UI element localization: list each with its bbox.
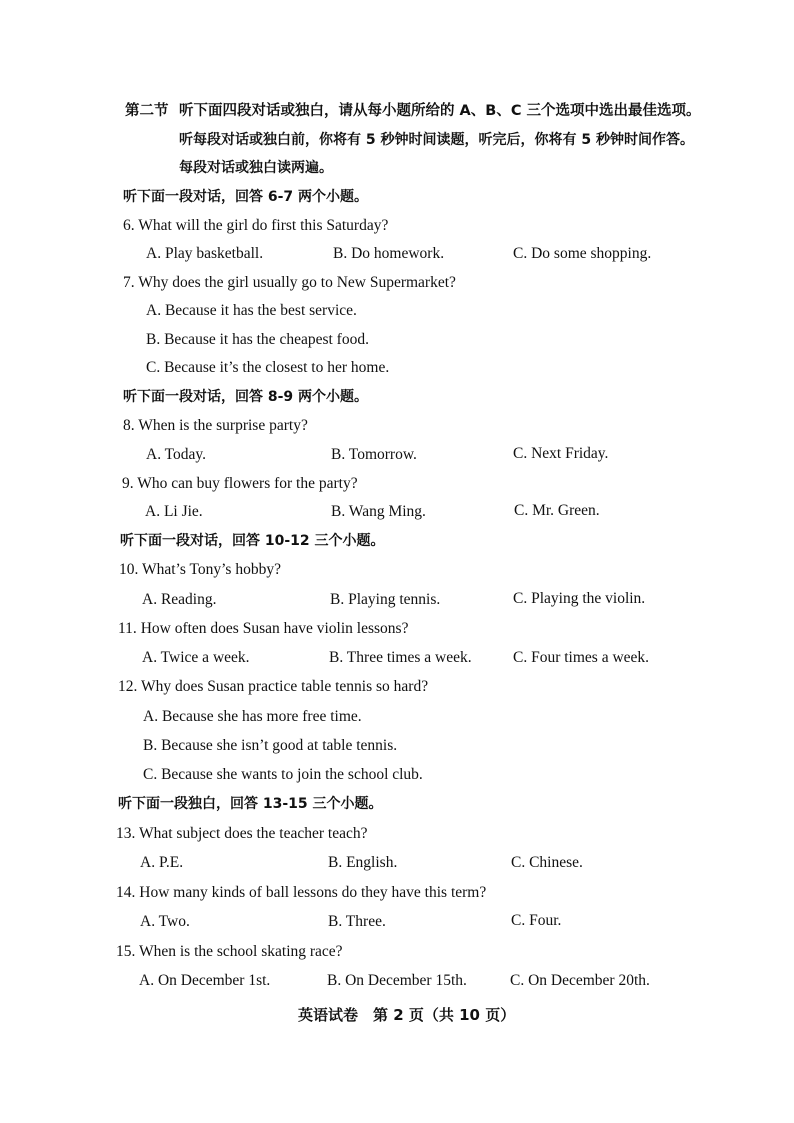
option-c: C. Next Friday. (513, 445, 609, 462)
question-text: How many kinds of ball lessons do they have this term? (139, 884, 487, 901)
group-heading: 听下面一段对话，回答 6-7 两个小题。 (123, 189, 369, 205)
option-b: B. Three. (328, 913, 386, 930)
option-c: C. On December 20th. (510, 972, 650, 989)
option-a: A. Two. (140, 913, 190, 930)
option-c: C. Do some shopping. (513, 245, 652, 262)
question-number: 9. (122, 475, 134, 492)
question-15 (116, 943, 343, 961)
question-number: 10. (119, 561, 139, 578)
question-text: Who can buy flowers for the party? (137, 475, 358, 492)
option-a: A. On December 1st. (139, 972, 271, 989)
question-13 (116, 825, 368, 843)
option-c: C. Because she wants to join the school club. (143, 766, 423, 783)
page-footer: 英语试卷 第 2 页（共 10 页） (298, 1006, 516, 1024)
option-b: B. Tomorrow. (331, 446, 417, 463)
question-text: What’s Tony’s hobby? (141, 561, 281, 578)
section-instruction-1: 听下面四段对话或独白，请从每小题所给的 A、B、C 三个选项中选出最佳选项。 (179, 103, 701, 119)
option-a: A. Because it has the best service. (146, 302, 357, 319)
question-text: What will the girl do first this Saturday? (138, 217, 389, 234)
option-c: C. Chinese. (511, 854, 583, 871)
question-number: 14. (116, 884, 136, 901)
option-c: C. Four. (511, 912, 562, 929)
question-10 (119, 561, 281, 579)
option-a: A. Today. (146, 446, 207, 463)
section-instruction-3: 每段对话或独白读两遍。 (179, 160, 333, 176)
question-9 (122, 475, 358, 493)
option-c: C. Playing the violin. (513, 590, 646, 607)
option-c: C. Because it’s the closest to her home. (146, 359, 390, 376)
option-b: B. English. (328, 854, 398, 871)
option-b: B. Do homework. (333, 245, 445, 262)
option-a: A. Li Jie. (145, 503, 203, 520)
group-heading: 听下面一段对话，回答 8-9 两个小题。 (123, 389, 369, 405)
option-a: A. P.E. (140, 854, 184, 871)
group-heading: 听下面一段对话，回答 10-12 三个小题。 (120, 533, 385, 549)
question-11 (118, 620, 408, 638)
question-number: 12. (118, 678, 138, 695)
option-b: B. Playing tennis. (330, 591, 441, 608)
question-text: When is the surprise party? (138, 417, 308, 434)
question-number: 7. (123, 274, 135, 291)
question-number: 6. (123, 217, 135, 234)
question-text: Why does Susan practice table tennis so hard? (140, 678, 429, 695)
question-text: When is the school skating race? (138, 943, 343, 960)
option-c: C. Four times a week. (513, 649, 650, 666)
question-number: 11. (118, 620, 137, 637)
question-number: 13. (116, 825, 136, 842)
option-b: B. Because she isn’t good at table tennis. (143, 737, 398, 754)
option-b: B. Wang Ming. (331, 503, 426, 520)
option-b: B. On December 15th. (327, 972, 467, 989)
section-instruction-2: 听每段对话或独白前，你将有 5 秒钟时间读题，听完后，你将有 5 秒钟时间作答。 (179, 132, 694, 148)
option-c: C. Mr. Green. (514, 502, 600, 519)
question-6 (123, 217, 388, 235)
question-12 (118, 678, 428, 696)
option-a: A. Because she has more free time. (143, 708, 362, 725)
option-a: A. Play basketball. (146, 245, 264, 262)
option-b: B. Three times a week. (329, 649, 472, 666)
question-text: How often does Susan have violin lessons? (140, 620, 409, 637)
option-b: B. Because it has the cheapest food. (146, 331, 369, 348)
question-number: 15. (116, 943, 136, 960)
question-14 (116, 884, 486, 902)
question-7 (123, 274, 456, 292)
option-a: A. Reading. (142, 591, 217, 608)
question-number: 8. (123, 417, 135, 434)
section-label: 第二节 (125, 103, 169, 119)
question-8 (123, 417, 308, 435)
option-a: A. Twice a week. (142, 649, 250, 666)
question-text: Why does the girl usually go to New Supermarket? (138, 274, 456, 291)
question-text: What subject does the teacher teach? (138, 825, 368, 842)
group-heading: 听下面一段独白，回答 13-15 三个小题。 (118, 796, 383, 812)
